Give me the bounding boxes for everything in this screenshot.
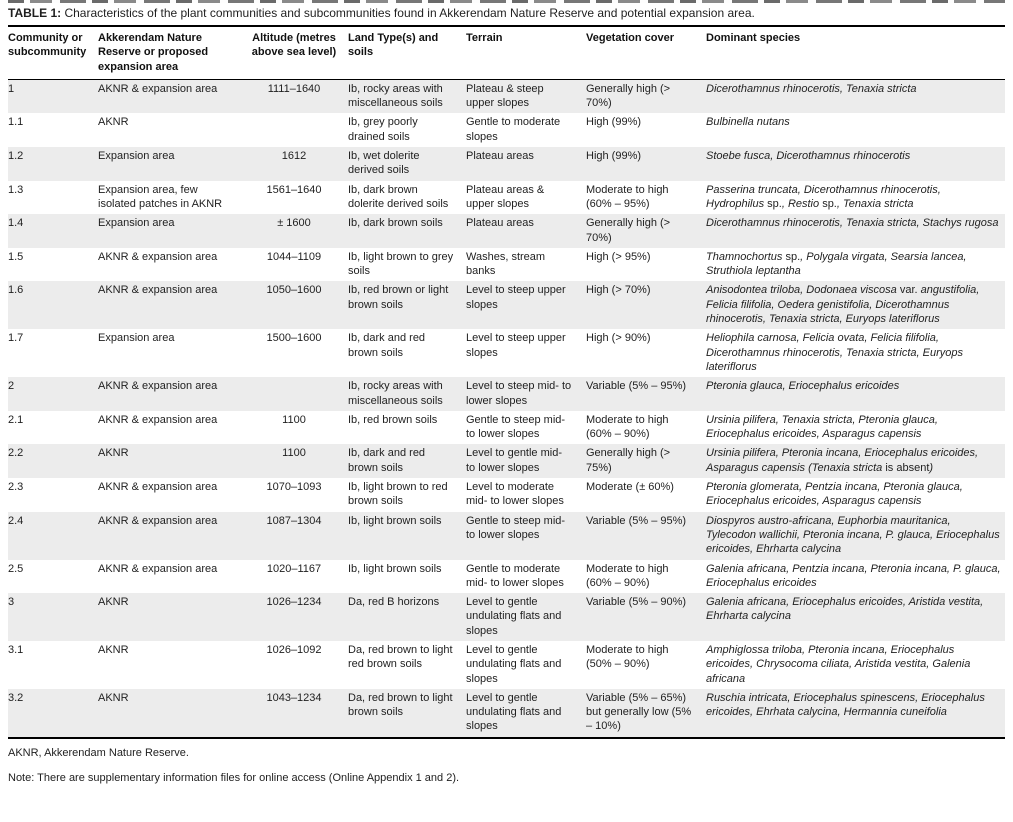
cell-land-type: Ib, dark and red brown soils [348, 332, 426, 359]
cell-vegetation-cover: High (> 95%) [586, 250, 651, 263]
cell-area: AKNR & expansion area [98, 250, 218, 263]
cell-area: AKNR [98, 447, 129, 460]
cell-community: 1 [8, 82, 15, 95]
cell-land-type: Ib, dark and red brown soils [348, 447, 426, 474]
cell-dominant-species: Galenia africana, Pentzia incana, Pteronia incana, P. glauca, Eriocephalus ericoides [706, 562, 1001, 589]
table-row [8, 478, 1005, 512]
cell-land-type: Ib, light brown soils [348, 514, 442, 527]
cropped-content-above [8, 0, 1005, 3]
table-header [8, 26, 1005, 79]
cell-dominant-species: Ursinia pilifera, Tenaxia stricta, Pteronia glauca, Eriocephalus ericoides, Asparagus capensis [706, 413, 938, 441]
cell-community: 1.6 [8, 284, 24, 297]
cell-land-type: Ib, light brown to red brown soils [348, 481, 448, 508]
cell-vegetation-cover: High (> 70%) [586, 284, 651, 297]
table-row [8, 411, 1005, 445]
cell-area: AKNR & expansion area [98, 562, 218, 575]
cell-vegetation-cover: High (99%) [586, 116, 642, 129]
cell-area: AKNR [98, 596, 129, 609]
cell-area: AKNR & expansion area [98, 481, 218, 494]
cell-altitude: 1612 [281, 150, 307, 163]
table-row [8, 641, 1005, 689]
cell-terrain: Level to gentle mid- to lower slopes [466, 447, 562, 474]
cell-terrain: Plateau areas & upper slopes [466, 183, 545, 210]
cell-vegetation-cover: High (> 90%) [586, 332, 651, 345]
cell-terrain: Level to gentle undulating flats and slopes [466, 691, 562, 733]
cell-community: 2.2 [8, 447, 24, 460]
column-header-altitude: Altitude (metres above sea level) [246, 26, 348, 79]
cell-vegetation-cover: Variable (5% – 95%) [586, 514, 687, 527]
cell-community: 2.4 [8, 514, 24, 527]
cell-land-type: Ib, red brown or light brown soils [348, 284, 449, 311]
table-body [8, 79, 1005, 737]
table-title-text: Characteristics of the plant communities and subcommunities found in Akkerendam Nature Reserve and potential expansion area. [64, 6, 755, 20]
cell-dominant-species: Thamnochortus sp., Polygala virgata, Searsia lancea, Struthiola leptantha [706, 250, 967, 278]
cell-area: AKNR [98, 116, 129, 129]
cell-area: AKNR & expansion area [98, 82, 218, 95]
cell-community: 1.1 [8, 116, 24, 129]
cell-altitude: 1500–1600 [266, 332, 322, 345]
header-row [8, 26, 1005, 79]
cell-vegetation-cover: Variable (5% – 95%) [586, 380, 687, 393]
cell-altitude: 1050–1600 [266, 284, 322, 297]
cell-area: AKNR & expansion area [98, 514, 218, 527]
cell-area: AKNR & expansion area [98, 413, 218, 426]
cell-land-type: Ib, dark brown dolerite derived soils [348, 183, 449, 210]
cell-community: 2.5 [8, 562, 24, 575]
table-row [8, 593, 1005, 641]
supplementary-note: Note: There are supplementary information files for online access (Online Appendix 1 and 2). [8, 772, 460, 785]
cell-altitude: 1043–1234 [266, 691, 322, 704]
communities-table [8, 25, 1005, 739]
cell-altitude: 1100 [282, 413, 306, 426]
roman-term: sp. [785, 250, 801, 263]
cell-land-type: Ib, grey poorly drained soils [348, 116, 418, 143]
cell-dominant-species: Amphiglossa triloba, Pteronia incana, Eriocephalus ericoides, Chrysocoma ciliata, Aristida vestita, Galenia africana [706, 643, 971, 685]
cell-community: 3 [8, 596, 15, 609]
table-row [8, 689, 1005, 738]
table-title [8, 6, 1005, 21]
cell-area: AKNR & expansion area [98, 380, 218, 393]
table-row [8, 147, 1005, 181]
cell-altitude [246, 113, 348, 147]
cell-land-type: Ib, light brown soils [348, 562, 442, 575]
cell-land-type: Da, red B horizons [348, 596, 440, 609]
cell-community: 1.4 [8, 217, 24, 230]
cell-altitude: 1020–1167 [266, 562, 322, 575]
cell-altitude [246, 377, 348, 411]
cell-dominant-species: Diospyros austro-africana, Euphorbia mauritanica, Tylecodon wallichii, Pteronia incana, P. glauca, Eriocephalus ericoides, Ehrharta calycina [706, 514, 1000, 556]
cell-community: 2.1 [8, 413, 24, 426]
cell-land-type: Ib, rocky areas with miscellaneous soils [348, 380, 443, 407]
cell-terrain: Gentle to steep mid- to lower slopes [466, 514, 566, 541]
cell-terrain: Level to steep upper slopes [466, 332, 566, 359]
cell-altitude: 1026–1092 [266, 643, 322, 656]
roman-term: sp. [767, 197, 782, 210]
table-row [8, 248, 1005, 282]
column-header-community: Community or subcommunity [8, 26, 98, 79]
table-row [8, 181, 1005, 215]
cell-vegetation-cover: Generally high (> 70%) [586, 217, 671, 244]
cell-community: 1.2 [8, 150, 24, 163]
cell-vegetation-cover: Moderate to high (60% – 95%) [586, 183, 669, 210]
cell-dominant-species: Galenia africana, Eriocephalus ericoides, Aristida vestita, Ehrharta calycina [706, 596, 984, 623]
cell-area: Expansion area [98, 217, 175, 230]
table-title-label: TABLE 1: [8, 6, 62, 20]
cell-altitude: 1561–1640 [266, 183, 322, 196]
cell-dominant-species: Dicerothamnus rhinocerotis, Tenaxia stricta, Stachys rugosa [706, 217, 999, 230]
cell-terrain: Gentle to moderate slopes [466, 116, 561, 143]
cell-community: 2.3 [8, 481, 24, 494]
cell-land-type: Da, red brown to light red brown soils [348, 643, 453, 671]
cell-community: 2 [8, 380, 15, 393]
cell-vegetation-cover: High (99%) [586, 150, 642, 163]
table-row [8, 281, 1005, 329]
cell-altitude: 1100 [282, 447, 306, 460]
cell-terrain: Level to gentle undulating flats and slopes [466, 596, 562, 637]
column-header-land-type: Land Type(s) and soils [348, 26, 466, 79]
cell-terrain: Plateau areas [466, 150, 534, 163]
roman-term: var. [899, 284, 918, 297]
cell-community: 1.5 [8, 250, 24, 263]
cell-land-type: Da, red brown to light brown soils [348, 691, 453, 719]
cell-altitude: 1026–1234 [266, 596, 322, 609]
cell-dominant-species: Bulbinella nutans [706, 116, 790, 129]
roman-term: is absent [885, 461, 930, 474]
cell-altitude: 1044–1109 [266, 250, 322, 263]
cell-area: AKNR [98, 691, 129, 704]
cell-area: Expansion area [98, 332, 175, 345]
table-row [8, 512, 1005, 560]
cell-vegetation-cover: Moderate to high (60% – 90%) [586, 562, 669, 589]
cell-land-type: Ib, rocky areas with miscellaneous soils [348, 82, 443, 110]
cell-terrain: Plateau areas [466, 217, 534, 230]
table-row [8, 79, 1005, 113]
cell-dominant-species: Dicerothamnus rhinocerotis, Tenaxia stricta [706, 82, 917, 95]
table-row [8, 329, 1005, 377]
cell-altitude: ± 1600 [277, 217, 311, 230]
cell-vegetation-cover: Generally high (> 70%) [586, 82, 671, 110]
cell-altitude: 1070–1093 [266, 481, 322, 494]
cell-dominant-species: Pteronia glomerata, Pentzia incana, Pteronia glauca, Eriocephalus ericoides, Asparagus capensis [706, 481, 963, 508]
cell-dominant-species: Ursinia pilifera, Pteronia incana, Eriocephalus ericoides, Asparagus capensis (Tenaxia stricta is absent) [706, 447, 979, 474]
cell-dominant-species: Stoebe fusca, Dicerothamnus rhinocerotis [706, 150, 911, 163]
column-header-vegetation-cover: Vegetation cover [586, 26, 706, 79]
table-row [8, 113, 1005, 147]
cell-dominant-species: Pteronia glauca, Eriocephalus ericoides [706, 380, 900, 393]
cell-dominant-species: Anisodontea triloba, Dodonaea viscosa var. angustifolia, Felicia filifolia, Oedera genistifolia, Dicerothamnus rhinocerotis, Tenaxia stricta, Euryops lateriflorus [706, 284, 980, 326]
cell-terrain: Plateau & steep upper slopes [466, 82, 544, 110]
cell-terrain: Gentle to steep mid- to lower slopes [466, 413, 566, 441]
cell-dominant-species: Passerina truncata, Dicerothamnus rhinocerotis, Hydrophilus sp., Restio sp., Tenaxia stricta [706, 183, 941, 210]
column-header-terrain: Terrain [466, 26, 586, 79]
cell-community: 3.2 [8, 691, 24, 704]
table-row [8, 214, 1005, 248]
cell-land-type: Ib, dark brown soils [348, 217, 443, 230]
abbreviation-note: AKNR, Akkerendam Nature Reserve. [8, 746, 189, 759]
cell-community: 3.1 [8, 643, 24, 656]
cell-altitude: 1087–1304 [266, 514, 322, 527]
cell-vegetation-cover: Variable (5% – 90%) [586, 596, 687, 609]
column-header-area: Akkerendam Nature Reserve or proposed expansion area [98, 26, 246, 79]
cell-vegetation-cover: Generally high (> 75%) [586, 447, 671, 474]
cell-area: AKNR & expansion area [98, 284, 218, 297]
cell-vegetation-cover: Moderate to high (60% – 90%) [586, 413, 669, 441]
roman-term: sp. [822, 197, 837, 210]
cell-community: 1.7 [8, 332, 24, 345]
cell-dominant-species: Ruschia intricata, Eriocephalus spinescens, Eriocephalus ericoides, Ehrhata calycina, Hermannia cuneifolia [706, 691, 985, 719]
cell-terrain: Level to steep mid- to lower slopes [466, 380, 572, 407]
cell-vegetation-cover: Variable (5% – 65%) but generally low (5% – 10%) [586, 691, 692, 733]
cell-vegetation-cover: Moderate (± 60%) [586, 481, 674, 494]
table-row [8, 377, 1005, 411]
cell-terrain: Gentle to moderate mid- to lower slopes [466, 562, 564, 589]
cell-altitude: 1111–1640 [267, 82, 321, 95]
cell-land-type: Ib, red brown soils [348, 413, 438, 426]
cell-terrain: Level to moderate mid- to lower slopes [466, 481, 564, 508]
cell-dominant-species: Heliophila carnosa, Felicia ovata, Felicia filifolia, Dicerothamnus rhinocerotis, Tenaxia stricta, Euryops lateriflorus [706, 332, 963, 373]
cell-community: 1.3 [8, 183, 24, 196]
cell-land-type: Ib, light brown to grey soils [348, 250, 454, 278]
cell-terrain: Level to steep upper slopes [466, 284, 566, 311]
cell-area: Expansion area, few isolated patches in AKNR [98, 183, 223, 210]
column-header-dominant-species: Dominant species [706, 26, 1005, 79]
cell-terrain: Level to gentle undulating flats and slopes [466, 643, 562, 685]
table-row [8, 444, 1005, 478]
cell-area: Expansion area [98, 150, 175, 163]
cell-area: AKNR [98, 643, 129, 656]
table-row [8, 560, 1005, 594]
cell-vegetation-cover: Moderate to high (50% – 90%) [586, 643, 669, 671]
cell-land-type: Ib, wet dolerite derived soils [348, 150, 420, 177]
cell-terrain: Washes, stream banks [466, 250, 546, 278]
